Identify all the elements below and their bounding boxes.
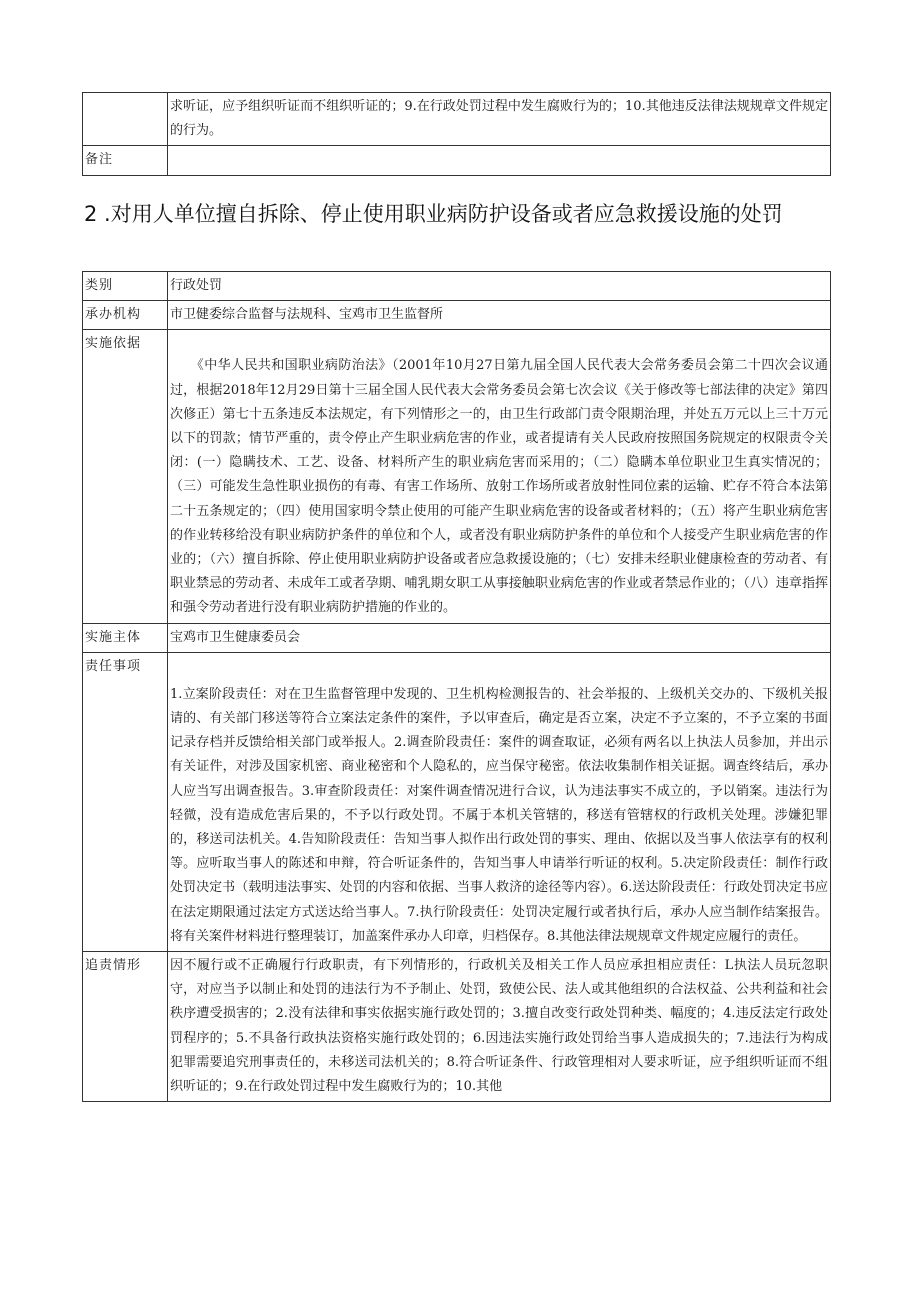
accountability-label: 追责情形 (83, 952, 168, 1102)
continued-row (83, 93, 831, 146)
agency-label: 承办机构 (83, 301, 168, 330)
continued-text: 求听证，应予组织听证而不组织听证的；9.在行政处罚过程中发生腐败行为的；10.其他违反法律法规规章文件规定的行为。 (168, 93, 831, 146)
category-row (83, 272, 831, 301)
remarks-value (168, 146, 831, 175)
category-label: 类别 (83, 272, 168, 301)
basis-row (83, 330, 831, 623)
basis-cell (168, 330, 831, 623)
agency-row (83, 301, 831, 330)
penalty-table (82, 271, 831, 1102)
subject-row (83, 623, 831, 652)
remarks-label: 备注 (83, 146, 168, 175)
duty-label: 责任事项 (83, 652, 168, 951)
continued-label-cell (83, 93, 168, 146)
basis-label: 实施依据 (83, 330, 168, 623)
remarks-row (83, 146, 831, 175)
agency-value: 市卫健委综合监督与法规科、宝鸡市卫生监督所 (168, 301, 831, 330)
subject-label: 实施主体 (83, 623, 168, 652)
accountability-row (83, 952, 831, 1102)
subject-value: 宝鸡市卫生健康委员会 (168, 623, 831, 652)
basis-value: 《中华人民共和国职业病防治法》（2001年10月27日第九届全国人民代表大会常务委员会第二十四次会议通过，根据2018年12月29日第十三届全国人民代表大会常务委员会第七次会议《关于修改等七部法律的决定》第四次修正）第七十五条违反本法规定，有下列情形之一的，由卫生行政部门责令限期治理，并处五万元以上三十万元以下的罚款；情节严重的，责令停止产生职业病危害的作业，或者提请有关人民政府按照国务院规定的权限责令关闭：(一）隐瞒技术、工艺、设备、材料所产生的职业病危害而采用的；（二）隐瞒本单位职业卫生真实情况的；（三）可能发生急性职业损伤的有毒、有害工作场所、放射工作场所或者放射性同位素的运输、贮存不符合本法第二十五条规定的；（四）使用国家明令禁止使用的可能产生职业病危害的设备或者材料的；（五）将产生职业病危害的作业转移给没有职业病防护条件的单位和个人，或者没有职业病防护条件的单位和个人接受产生职业病危害的作业的；（六）擅自拆除、停止使用职业病防护设备或者应急救援设施的；（七）安排未经职业健康检查的劳动者、有职业禁忌的劳动者、未成年工或者孕期、哺乳期女职工从事接触职业病危害的作业或者禁忌作业的；（八）违章指挥和强令劳动者进行没有职业病防护措施的作业的。 (170, 358, 828, 616)
section-title: 2 .对用人单位擅自拆除、停止使用职业病防护设备或者应急救援设施的处罚 (84, 202, 783, 226)
continued-table (82, 92, 831, 176)
accountability-value: 因不履行或不正确履行行政职责，有下列情形的，行政机关及相关工作人员应承担相应责任：L执法人员玩忽职守，对应当予以制止和处罚的违法行为不予制止、处罚，致使公民、法人或其他组织的合法权益、公共利益和社会秩序遭受损害的；2.没有法律和事实依据实施行政处罚的；3.擅自改变行政处罚种类、幅度的；4.违反法定行政处罚程序的；5.不具备行政执法资格实施行政处罚的；6.因违法实施行政处罚给当事人造成损失的；7.违法行为构成犯罪需要追究刑事责任的，未移送司法机关的；8.符合听证条件、行政管理相对人要求听证，应予组织听证而不组织听证的；9.在行政处罚过程中发生腐败行为的；10.其他 (168, 952, 831, 1102)
category-value: 行政处罚 (168, 272, 831, 301)
duty-value: 1.立案阶段责任：对在卫生监督管理中发现的、卫生机构检测报告的、社会举报的、上级机关交办的、下级机关报请的、有关部门移送等符合立案法定条件的案件，予以审查后，确定是否立案，决定不予立案的，不予立案的书面记录存档并反馈给相关部门或举报人。2.调查阶段责任：案件的调查取证，必须有两名以上执法人员参加，并出示有关证件，对涉及国家机密、商业秘密和个人隐私的，应当保守秘密。依法收集制作相关证据。调查终结后，承办人应当写出调查报告。3.审查阶段责任：对案件调查情况进行合议，认为违法事实不成立的，予以销案。违法行为轻微，没有造成危害后果的，不予以行政处罚。不属于本机关管辖的，移送有管辖权的行政机关处理。涉嫌犯罪的，移送司法机关。4.告知阶段责任：告知当事人拟作出行政处罚的事实、理由、依据以及当事人依法享有的权利等。应听取当事人的陈述和申辩，符合听证条件的，告知当事人申请举行听证的权利。5.决定阶段责任：制作行政处罚决定书（载明违法事实、处罚的内容和依据、当事人救济的途径等内容）。6.送达阶段责任：行政处罚决定书应在法定期限通过法定方式送达给当事人。7.执行阶段责任：处罚决定履行或者执行后，承办人应当制作结案报告。将有关案件材料进行整理装订，加盖案件承办人印章，归档保存。8.其他法律法规规章文件规定应履行的责任。 (168, 652, 831, 951)
duty-row (83, 652, 831, 951)
